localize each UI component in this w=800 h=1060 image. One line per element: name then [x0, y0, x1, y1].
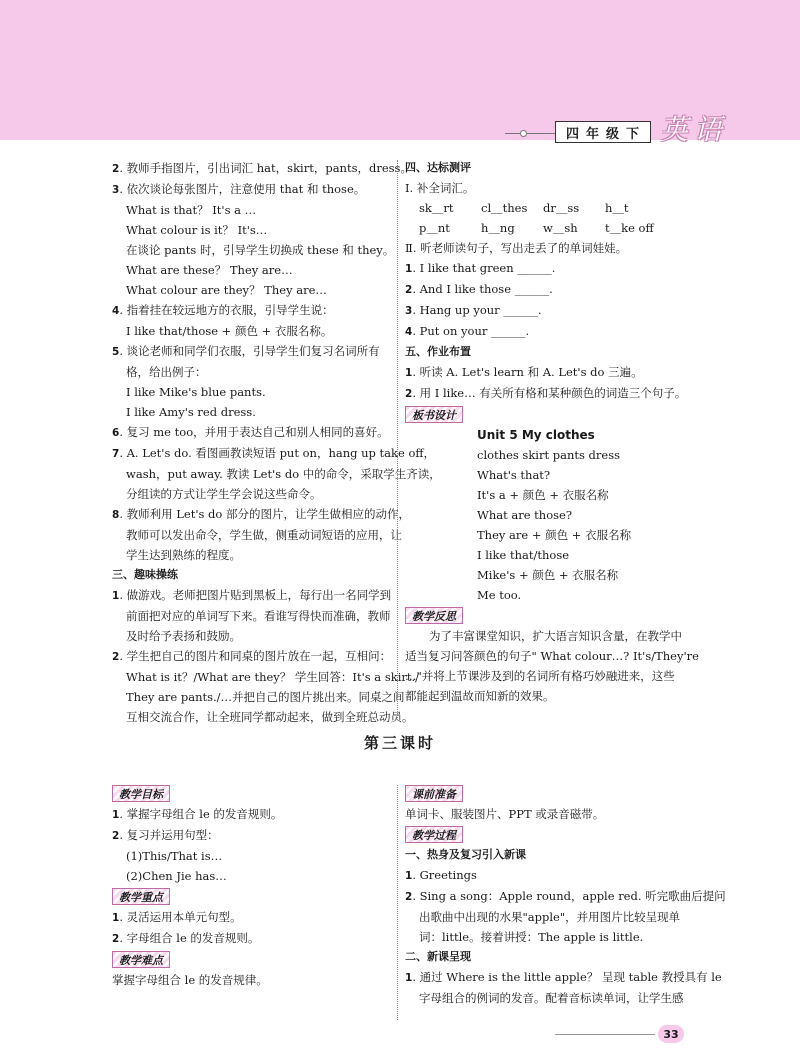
process-list [405, 967, 722, 1008]
item-text: . 依次谈论每张图片，注意使用 that 和 those。 [119, 182, 366, 196]
list-item [112, 687, 405, 707]
grade-label: 四年级下 [555, 121, 651, 143]
item-text: . 复习并运用句型： [119, 828, 219, 842]
list-item [112, 382, 392, 402]
item-text: What is that？ It's a … [126, 203, 257, 217]
text-line: They are + 颜色 + 衣服名称 [477, 528, 632, 542]
right-bottom-column [405, 783, 726, 1008]
list-item [405, 865, 705, 886]
item-text: . Hang up your ______. [412, 303, 542, 317]
list-item [112, 484, 392, 504]
section-heading: 一、热身及复习引入新课 [405, 848, 526, 861]
list-item [405, 383, 705, 404]
item-number: 2 [405, 891, 413, 903]
item-text: They are pants./…并把自己的图片挑出来。同桌之间 [126, 690, 405, 704]
section-heading: 五、作业布置 [405, 345, 471, 358]
list-item [112, 321, 392, 341]
item-text: . And I like those ______. [412, 282, 553, 296]
list-item [112, 626, 392, 646]
item-text: I like that/those + 颜色 + 衣服名称。 [126, 324, 333, 338]
item-text: . 字母组合 le 的发音规则。 [119, 931, 260, 945]
item-number: 1 [405, 367, 413, 379]
question-heading: Ⅱ. 听老师读句子，写出走丢了的单词娃娃。 [405, 241, 628, 255]
list-item [112, 362, 392, 382]
list-item [112, 565, 392, 585]
item-text: . 复习 me too，并用于表达自己和别人相同的喜好。 [119, 425, 389, 439]
list-item [112, 846, 392, 866]
item-number: 1 [405, 870, 413, 882]
item-text: . 通过 Where is the little apple？ 呈现 table 教授具有 le [412, 970, 722, 984]
list-item [112, 504, 410, 525]
item-text: wash，put away. 教读 Let's do 中的命令，采取学生齐读， [126, 467, 441, 481]
blank-word: w＿sh [543, 221, 578, 235]
item-text: 在谈论 pants 时，引导学生切换成 these 和 they。 [126, 243, 395, 257]
list-item [405, 321, 705, 342]
list-item [112, 667, 420, 687]
item-number: 2 [112, 830, 120, 842]
list-item [112, 585, 392, 606]
list-item [112, 179, 392, 200]
item-text: . 做游戏。老师把图片贴到黑板上，每行出一名同学到 [119, 588, 392, 602]
list-item [112, 928, 392, 949]
homework-list [405, 362, 705, 404]
item-text: 三、趣味操练 [112, 568, 178, 581]
item-text: . 指着挂在较远地方的衣服，引导学生说： [119, 303, 334, 317]
section-heading: 四、达标测评 [405, 161, 471, 174]
item-number: 3 [405, 305, 413, 317]
item-text: (2)Chen Jie has… [126, 869, 227, 883]
item-text: What is it？/What are they？ 学生回答：It's a skirt./ [126, 670, 420, 684]
item-number: 7 [112, 448, 120, 460]
item-text: . Put on your ______. [412, 324, 530, 338]
list-item [405, 362, 705, 383]
list-item [112, 220, 392, 240]
item-text: What colour are they？ They are… [126, 283, 327, 297]
item-text: . 学生把自己的图片和同桌的图片放在一起，互相问： [119, 649, 392, 663]
blank-word: cl＿thes [481, 201, 528, 215]
item-text: 词：little。接着讲授：The apple is little. [419, 930, 644, 944]
process-list [405, 865, 726, 947]
text-line: Mike's + 颜色 + 衣服名称 [477, 568, 619, 582]
blank-row [405, 198, 705, 218]
item-text: 教师可以发出命令，学生做，侧重动词短语的应用，让 [126, 528, 402, 542]
item-text: . 灵活运用本单元句型。 [119, 910, 242, 924]
list-item [112, 200, 392, 220]
list-item [405, 300, 705, 321]
list-item [405, 967, 722, 988]
prep-text: 单词卡、服装图片、PPT 或录音磁带。 [405, 807, 605, 821]
list-item [112, 341, 392, 362]
item-number: 1 [405, 263, 413, 275]
blank-word: t＿ke off [605, 221, 654, 235]
item-text: . 教师手指图片，引出词汇 hat，skirt，pants，dress。 [119, 161, 412, 175]
list-item [112, 907, 392, 928]
item-text: 及时给予表扬和鼓励。 [126, 629, 241, 643]
footer-rule [555, 1034, 655, 1035]
column-divider-top [397, 160, 398, 720]
text-line: What are those? [477, 508, 572, 522]
item-text: 互相交流合作，让全班同学都动起来，做到全班总动员。 [126, 710, 414, 724]
list-item [112, 443, 436, 464]
item-text: . 掌握字母组合 le 的发音规则。 [119, 807, 283, 821]
text-line: 适当复习问答颜色的句子" What colour…? It's/They're [405, 649, 699, 663]
list-item [112, 300, 392, 321]
list-item [112, 804, 392, 825]
list-item [112, 646, 392, 667]
header-dot-icon [520, 130, 527, 137]
item-text: . Sing a song：Apple round，apple red. 听完歌曲后提问 [412, 889, 726, 903]
list-item [405, 258, 705, 279]
subject-logo: 英语 [660, 113, 729, 146]
reflect-tag: 教学反思 [405, 607, 463, 624]
item-number: 4 [405, 326, 413, 338]
item-text: . 听读 A. Let's learn 和 A. Let's do 三遍。 [412, 365, 643, 379]
list-item [112, 260, 392, 280]
item-text: . Greetings [412, 868, 477, 882]
list-item [405, 279, 705, 300]
item-number: 1 [112, 809, 120, 821]
item-text: (1)This/That is… [126, 849, 223, 863]
item-number: 4 [112, 305, 120, 317]
text-line: Me too. [477, 588, 522, 602]
item-text: 格，给出例子： [126, 365, 207, 379]
list-item [112, 606, 392, 626]
blank-word: sk＿rt [419, 201, 454, 215]
difficulty-tag: 教学难点 [112, 951, 170, 968]
text-line: 都能起到温故而知新的效果。 [405, 689, 555, 703]
item-number: 2 [405, 388, 413, 400]
blank-word: p＿nt [419, 221, 450, 235]
list-item [112, 240, 395, 260]
item-text: . 谈论老师和同学们衣服，引导学生们复习名词所有 [119, 344, 380, 358]
item-text: What colour is it？ It's… [126, 223, 268, 237]
item-number: 2 [405, 284, 413, 296]
list-item [405, 988, 705, 1008]
item-number: 5 [112, 346, 120, 358]
text-line: It's a + 颜色 + 衣服名称 [477, 488, 609, 502]
item-number: 1 [405, 972, 413, 984]
board-title: Unit 5 My clothes [477, 428, 595, 442]
list-item [405, 927, 705, 947]
process-tag: 教学过程 [405, 826, 463, 843]
board-lines [405, 445, 705, 605]
goal-list [112, 804, 392, 886]
blank-word: h＿t [605, 201, 629, 215]
text-line: I like that/those [477, 548, 570, 562]
page-number: 33 [658, 1025, 684, 1043]
key-list [112, 907, 392, 949]
item-text: . I like that green ______. [412, 261, 556, 275]
item-text: 字母组合的例词的发音。配着音标读单词，让学生感 [419, 991, 684, 1005]
item-text: I like Amy's red dress. [126, 405, 256, 419]
list-item [112, 707, 414, 727]
left-bottom-column [112, 783, 392, 990]
item-text: . A. Let's do. 看图画教读短语 put on，hang up take off， [119, 446, 436, 460]
item-text: 学生达到熟练的程度。 [126, 548, 241, 562]
list-item [112, 545, 392, 565]
item-number: 3 [112, 184, 120, 196]
item-number: 8 [112, 509, 120, 521]
section-heading: 二、新课呈现 [405, 950, 471, 963]
item-number: 6 [112, 427, 120, 439]
prep-tag: 课前准备 [405, 785, 463, 802]
key-tag: 教学重点 [112, 888, 170, 905]
reflection-text [405, 626, 705, 706]
list-item [405, 886, 726, 907]
item-text: . 教师利用 Let's do 部分的图片，让学生做相应的动作， [119, 507, 410, 521]
list-item [112, 280, 392, 300]
lesson-title: 第三课时 [363, 734, 436, 752]
item-text: 出歌曲中出现的水果"apple"，并用图片比较呈现单 [419, 910, 681, 924]
item-number: 1 [112, 912, 120, 924]
list-item [405, 907, 705, 927]
text-line: clothes skirt pants dress [477, 448, 621, 462]
goal-tag: 教学目标 [112, 785, 170, 802]
list-item [112, 866, 392, 886]
difficulty-text: 掌握字母组合 le 的发音规律。 [112, 973, 268, 987]
list-item [112, 422, 392, 443]
item-text: I like Mike's blue pants. [126, 385, 266, 399]
question-list [405, 258, 705, 342]
item-text: 前面把对应的单词写下来。看谁写得快而准确，教师 [126, 609, 391, 623]
text-line: What's that? [477, 468, 551, 482]
item-text: What are these？ They are… [126, 263, 293, 277]
list-item [112, 158, 412, 179]
column-divider-bottom [397, 785, 398, 1020]
board-tag: 板书设计 [405, 406, 463, 423]
list-item [112, 402, 392, 422]
list-item [112, 825, 392, 846]
item-text: . 用 I like… 有关所有格和某种颜色的词造三个句子。 [412, 386, 687, 400]
item-number: 2 [112, 651, 120, 663]
item-number: 2 [112, 933, 120, 945]
list-item [112, 525, 402, 545]
blank-word: h＿ng [481, 221, 515, 235]
question-heading: Ⅰ. 补全词汇。 [405, 181, 475, 195]
text-line: 为了丰富课堂知识，扩大语言知识含量，在教学中 [429, 629, 682, 643]
item-number: 1 [112, 590, 120, 602]
blank-word: dr＿ss [543, 201, 580, 215]
blank-row [405, 218, 705, 238]
item-text: 分组读的方式让学生学会说这些命令。 [126, 487, 322, 501]
list-item [112, 464, 441, 484]
text-line: …"并将上节课涉及到的名词所有格巧妙融进来，这些 [405, 669, 675, 683]
right-top-column [405, 158, 705, 706]
item-number: 2 [112, 163, 120, 175]
